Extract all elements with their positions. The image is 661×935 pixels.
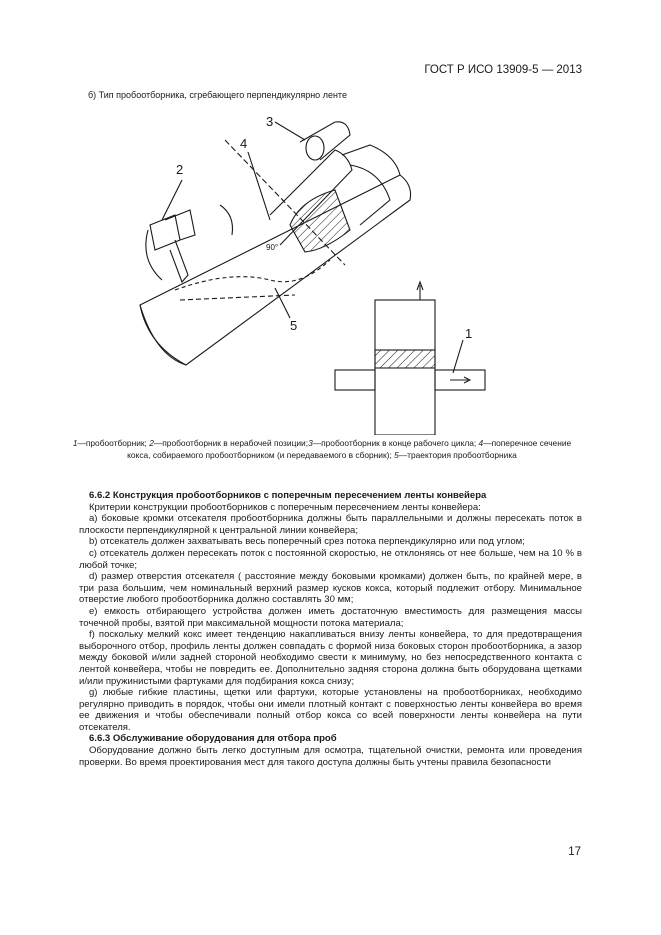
leader-3 xyxy=(275,122,305,140)
list-item: е) емкость отбирающего устройства должен иметь достаточную вместимость для размещения массы точечной пробы, взятой при максимальной мощности потока материала; xyxy=(79,605,582,629)
list-item: а) боковые кромки отсекателя пробоотборника должны быть параллельными и должны пересекать поток в плоскости перпендикулярной к центральной линии конвейера; xyxy=(79,513,582,536)
figure-label-1: 1 xyxy=(465,326,473,341)
figure-label-5: 5 xyxy=(290,318,298,333)
paragraph: Оборудование должно быть легко доступным для осмотра, тщательной очистки, ремонта или проведения проверки. Во время проектирования мест для такого доступа должны быть учтены правила безопасности xyxy=(79,745,582,768)
page-number: 17 xyxy=(568,846,581,858)
leader-4 xyxy=(248,152,270,220)
list-item: d) размер отверстия отсекателя ( расстояние между боковыми кромками) должен быть, по крайней мере, в три раза большим, чем номинальный верхний размер кусков кокса, который подлежит отбору. Минимальное отверстие любого пробоотборника должно составлять 30 мм; xyxy=(79,571,582,606)
list-item: b) отсекатель должен захватывать весь поперечный срез потока перпендикулярно или под углом; xyxy=(89,536,525,548)
figure-caption: 1—пробоотборник; 2—пробоотборник в нерабочей позиции;3—пробоотборник в конце рабочего цикла; 4—поперечное сечение кокса, собираемого пробоотборником (и передаваемого в сборник); 5—траектория пробоотборника xyxy=(72,438,572,460)
paragraph: Критерии конструкции пробоотборников с поперечным пересечением ленты конвейера: xyxy=(89,501,481,513)
page-header: ГОСТ Р ИСО 13909-5 — 2013 xyxy=(424,64,582,76)
figure-label-2: 2 xyxy=(176,162,184,177)
conveyor-belt xyxy=(140,175,411,365)
leader-5 xyxy=(275,288,290,318)
section-heading-663: 6.6.3 Обслуживание оборудования для отбора проб xyxy=(89,733,337,745)
list-item: f) поскольку мелкий кокс имеет тенденцию накапливаться внизу ленты конвейера, то для предотвращения выборочного отбор, профиль ленты должен совпадать с формой низа боковых сторон пробоотборника, а зазор между боковой и/или задней стороной необходимо свести к минимуму, но без непосредственного контакта с лентой конвейера, чтобы не повредить ее. Дополнительно задняя сторона должна быть оборудована щетками и/или пружинистыми фартуками для подбирания кокса снизу; xyxy=(79,629,582,687)
angle-label: 90° xyxy=(266,243,279,252)
sampler-figure xyxy=(120,110,500,435)
list-item: с) отсекатель должен пересекать поток с постоянной скоростью, не отклоняясь от нее больше, чем на 10 % в любой точке; xyxy=(79,547,582,571)
document-body xyxy=(79,490,582,768)
list-item: g) любые гибкие пластины, щетки или фартуки, которые установлены на пробоотборниках, необходимо регулярно приводить в порядок, чтобы они имели плотный контакт с поверхностью ленты конвейера во время ее движения и чтобы обеспечивали полный отбор кокса со всей поверхности ленты конвейера на пути отсекателя. xyxy=(79,687,582,733)
figure-subtitle: б) Тип пробоотборника, сгребающего перпендикулярно ленте xyxy=(88,90,347,100)
figure-label-3: 3 xyxy=(266,114,274,129)
figure-label-4: 4 xyxy=(240,136,248,151)
section-heading-662: 6.6.2 Конструкция пробоотборников с поперечным пересечением ленты конвейера xyxy=(89,490,487,501)
